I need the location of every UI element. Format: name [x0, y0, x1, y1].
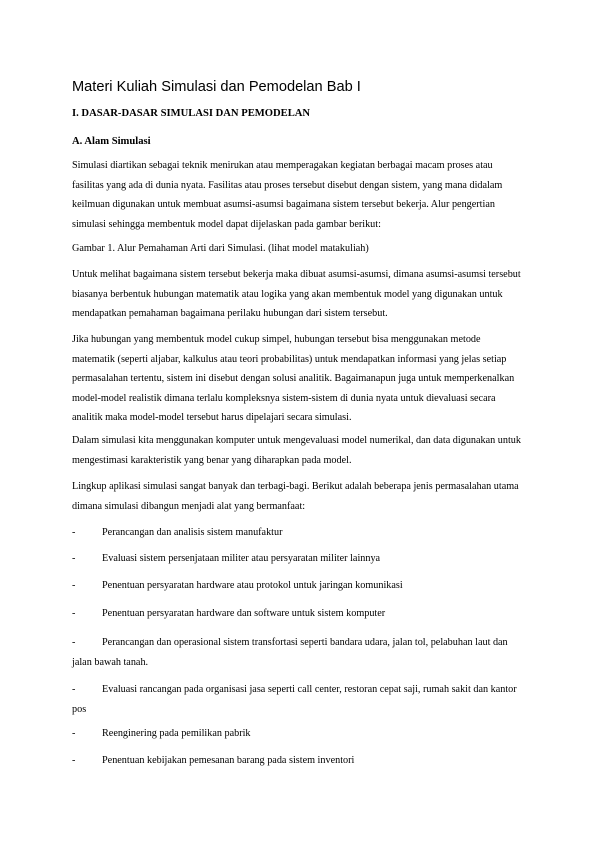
list-item — [72, 751, 524, 771]
list-item-text: Evaluasi rancangan pada organisasi jasa seperti call center, restoran cepat saji, rumah sakit dan kantor pos — [72, 684, 517, 715]
section-heading: I. DASAR-DASAR SIMULASI DAN PEMODELAN — [72, 108, 311, 119]
paragraph-numerical-evaluation: Dalam simulasi kita menggunakan komputer untuk mengevaluasi model numerikal, dan data digunakan untuk mengestimasi karakteristik yang benar yang diharapkan pada model. — [72, 435, 521, 466]
list-item — [72, 680, 524, 719]
list-item-text: Perancangan dan operasional sistem transfortasi seperti bandara udara, jalan tol, pelabuhan laut dan jalan bawah tanah. — [72, 637, 508, 668]
paragraph-analytic-solution: Jika hubungan yang membentuk model cukup simpel, hubungan tersebut bisa menggunakan metode matematik (seperti aljabar, kalkulus atau teori probabilitas) untuk mendapatkan informasi yang jelas setiap permasalahan tertentu, sistem ini disebut dengan solusi analitik. Bagaimanapun juga untuk memperkenalkan model-model realistik dimana terlalu kompleksnya sistem-sistem di dunia nyata untuk dievaluasi secara analitik maka model-model tersebut harus dipelajari secara simulasi. — [72, 334, 515, 423]
subsection-heading: A. Alam Simulasi — [72, 136, 151, 147]
list-item-text: Penentuan persyaratan hardware atau protokol untuk jaringan komunikasi — [102, 580, 403, 591]
list-item — [72, 724, 524, 744]
list-item — [72, 604, 524, 624]
list-item-text: Reenginering pada pemilikan pabrik — [102, 728, 251, 739]
list-marker: - — [72, 580, 76, 591]
figure-caption: Gambar 1. Alur Pemahaman Arti dari Simulasi. (lihat model matakuliah) — [72, 243, 369, 254]
list-marker: - — [72, 755, 76, 766]
paragraph-application-scope: Lingkup aplikasi simulasi sangat banyak dan terbagi-bagi. Berikut adalah beberapa jenis permasalahan utama dimana simulasi dibangun menjadi alat yang bermanfaat: — [72, 481, 519, 512]
list-item — [72, 523, 524, 543]
paragraph-simulation-definition: Simulasi diartikan sebagai teknik menirukan atau memperagakan kegiatan berbagai macam proses atau fasilitas yang ada di dunia nyata. Fasilitas atau proses tersebut disebut dengan sistem, yang mana didalam keilmuan digunakan untuk membuat asumsi-asumsi bagaimana sistem tersebut bekerja. Alur pengertian simulasi sehingga membentuk model dapat dijelaskan pada gambar berikut: — [72, 160, 503, 230]
list-item — [72, 576, 524, 596]
list-item-text: Evaluasi sistem persenjataan militer atau persyaratan militer lainnya — [102, 553, 381, 564]
list-item-text: Penentuan persyaratan hardware dan software untuk sistem komputer — [102, 608, 386, 619]
list-marker: - — [72, 728, 76, 739]
list-marker: - — [72, 608, 76, 619]
list-item — [72, 633, 524, 672]
list-marker: - — [72, 637, 76, 648]
list-item-text: Perancangan dan analisis sistem manufaktur — [102, 527, 283, 538]
list-item — [72, 549, 524, 569]
document-title: Materi Kuliah Simulasi dan Pemodelan Bab I — [72, 79, 361, 95]
list-item-text: Penentuan kebijakan pemesanan barang pada sistem inventori — [102, 755, 355, 766]
list-marker: - — [72, 527, 76, 538]
paragraph-assumptions: Untuk melihat bagaimana sistem tersebut bekerja maka dibuat asumsi-asumsi, dimana asumsi-asumsi tersebut biasanya berbentuk hubungan matematik atau logika yang akan membentuk model yang digunakan untuk mendapatkan pemahaman bagaimana perilaku hubungan dari sistem tersebut. — [72, 269, 521, 319]
list-marker: - — [72, 684, 76, 695]
list-marker: - — [72, 553, 76, 564]
